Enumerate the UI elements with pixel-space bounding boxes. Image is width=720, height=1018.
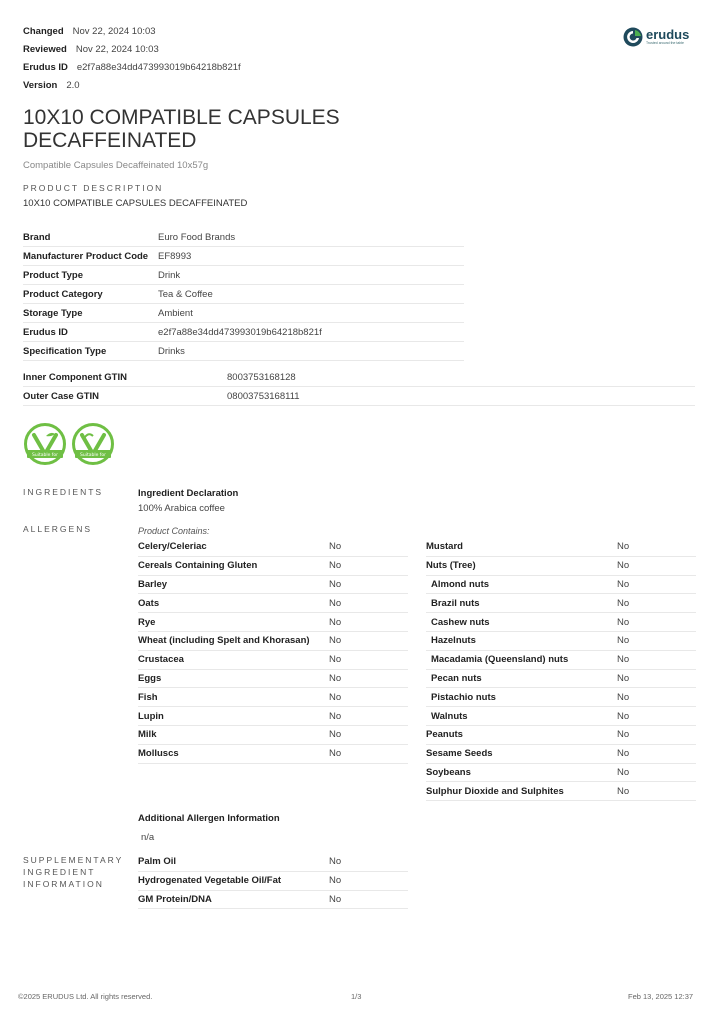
ingredient-declaration-text: 100% Arabica coffee <box>138 503 225 514</box>
gtin-table <box>23 368 695 406</box>
meta-label: Version <box>23 80 58 91</box>
table-row <box>138 688 408 707</box>
gtin-value: 08003753168111 <box>227 390 300 402</box>
specification-table <box>23 228 464 361</box>
allergen-value: No <box>329 729 342 741</box>
vegan-badge-icon <box>72 423 114 465</box>
table-row <box>426 632 696 651</box>
allergen-value: No <box>617 710 630 722</box>
meta-value: e2f7a88e34dd473993019b64218b821f <box>76 62 241 73</box>
meta-changed <box>23 26 241 44</box>
table-row <box>138 632 408 651</box>
table-row <box>138 891 408 910</box>
meta-value: Nov 22, 2024 10:03 <box>72 26 156 37</box>
allergen-name: Cereals Containing Gluten <box>138 560 258 572</box>
table-row <box>23 228 464 247</box>
supplementary-section-label <box>23 854 123 890</box>
table-row <box>426 594 696 613</box>
table-row <box>23 266 464 285</box>
allergen-value: No <box>617 616 630 628</box>
allergen-name: Eggs <box>138 672 162 684</box>
table-row <box>426 538 696 557</box>
table-row <box>138 557 408 576</box>
table-row <box>23 304 464 323</box>
table-row <box>138 745 408 764</box>
allergen-name: Crustacea <box>138 654 184 666</box>
allergen-name: Lupin <box>138 710 164 722</box>
allergen-name: Cashew nuts <box>431 616 490 628</box>
table-row <box>23 323 464 342</box>
allergen-name: Soybeans <box>426 766 471 778</box>
allergen-value: No <box>617 672 630 684</box>
allergen-name: Sesame Seeds <box>426 748 493 760</box>
allergen-value: No <box>329 578 342 590</box>
supplementary-table <box>138 853 408 909</box>
meta-label: Reviewed <box>23 44 67 55</box>
spec-value: Euro Food Brands <box>158 231 236 243</box>
allergen-value: No <box>617 635 630 647</box>
allergen-name: Almond nuts <box>431 578 490 590</box>
spec-key: Manufacturer Product Code <box>23 250 149 262</box>
allergen-name: Oats <box>138 597 160 609</box>
table-row <box>138 670 408 689</box>
gtin-key: Inner Component GTIN <box>23 371 127 383</box>
supplementary-name: Palm Oil <box>138 856 177 868</box>
spec-key: Product Type <box>23 269 83 281</box>
badge-label: Suitable for <box>80 453 106 458</box>
allergen-value: No <box>329 710 342 722</box>
supplementary-value: No <box>329 875 342 887</box>
allergen-value: No <box>329 691 342 703</box>
allergen-value: No <box>329 654 342 666</box>
table-row <box>426 707 696 726</box>
table-row <box>426 557 696 576</box>
footer-date: Feb 13, 2025 12:37 <box>628 992 694 1001</box>
ingredients-section-label: INGREDIENTS <box>23 487 104 497</box>
table-row <box>138 726 408 745</box>
allergen-name: Wheat (including Spelt and Khorasan) <box>138 635 310 647</box>
table-row <box>23 342 464 361</box>
spec-key: Storage Type <box>23 307 83 319</box>
spec-key: Brand <box>23 231 51 243</box>
allergen-name: Macadamia (Queensland) nuts <box>431 654 569 666</box>
logo-wordmark: erudus <box>646 27 690 42</box>
gtin-value: 8003753168128 <box>227 371 296 383</box>
supplementary-label-line: SUPPLEMENTARY <box>23 855 124 865</box>
product-contains-label: Product Contains: <box>138 526 210 536</box>
supplementary-label-line: INGREDIENT <box>23 867 96 877</box>
additional-allergen-text: n/a <box>141 832 155 843</box>
allergen-name: Pecan nuts <box>431 672 482 684</box>
meta-erudus-id <box>23 62 241 80</box>
title-line-2: DECAFFEINATED <box>23 129 197 152</box>
allergen-name: Celery/Celeriac <box>138 541 207 553</box>
footer-copyright: ©2025 ERUDUS Ltd. All rights reserved. <box>18 992 153 1001</box>
allergen-value: No <box>617 748 630 760</box>
additional-allergen-title: Additional Allergen Information <box>138 813 280 824</box>
allergen-value: No <box>329 672 342 684</box>
meta-label: Changed <box>23 26 64 37</box>
allergen-value: No <box>617 766 630 778</box>
erudus-logo-icon <box>623 27 643 47</box>
table-row <box>23 285 464 304</box>
title-line-1: 10X10 COMPATIBLE CAPSULES <box>23 106 340 129</box>
table-row <box>23 247 464 266</box>
meta-value: 2.0 <box>66 80 80 91</box>
allergen-value: No <box>617 597 630 609</box>
supplementary-value: No <box>329 893 342 905</box>
table-row <box>138 613 408 632</box>
supplementary-name: GM Protein/DNA <box>138 893 212 905</box>
page-subtitle: Compatible Capsules Decaffeinated 10x57g <box>23 160 209 171</box>
spec-value: EF8993 <box>158 250 192 262</box>
allergen-name: Walnuts <box>431 710 468 722</box>
meta-label: Erudus ID <box>23 62 68 73</box>
badge-label: Suitable for <box>32 453 58 458</box>
allergen-name: Rye <box>138 616 156 628</box>
dietary-badges <box>24 423 114 465</box>
spec-value: Drinks <box>158 345 185 357</box>
table-row <box>138 651 408 670</box>
table-row <box>426 726 696 745</box>
table-row <box>426 745 696 764</box>
allergen-value: No <box>617 785 630 797</box>
allergen-value: No <box>329 635 342 647</box>
table-row <box>426 576 696 595</box>
table-row <box>138 576 408 595</box>
spec-key: Product Category <box>23 288 103 300</box>
logo-tagline: Trusted around the table <box>646 41 685 45</box>
allergen-name: Brazil nuts <box>431 597 480 609</box>
allergen-name: Barley <box>138 578 168 590</box>
allergen-value: No <box>617 729 630 741</box>
allergen-name: Molluscs <box>138 748 179 760</box>
allergen-name: Fish <box>138 691 158 703</box>
allergen-name: Hazelnuts <box>431 635 476 647</box>
supplementary-name: Hydrogenated Vegetable Oil/Fat <box>138 875 282 887</box>
table-row <box>23 387 695 406</box>
meta-reviewed <box>23 44 241 62</box>
table-row <box>23 368 695 387</box>
allergen-name: Nuts (Tree) <box>426 560 476 572</box>
allergen-table-right <box>426 538 696 801</box>
erudus-logo <box>623 27 689 47</box>
gtin-key: Outer Case GTIN <box>23 390 100 402</box>
table-row <box>138 707 408 726</box>
allergen-value: No <box>329 560 342 572</box>
table-row <box>138 872 408 891</box>
product-description-label: PRODUCT DESCRIPTION <box>23 183 164 193</box>
supplementary-value: No <box>329 856 342 868</box>
allergen-table-left <box>138 538 408 764</box>
allergen-value: No <box>617 560 630 572</box>
allergen-value: No <box>329 597 342 609</box>
table-row <box>426 651 696 670</box>
page-title <box>23 106 340 152</box>
table-row <box>138 853 408 872</box>
allergen-name: Milk <box>138 729 157 741</box>
spec-key: Erudus ID <box>23 326 68 338</box>
table-row <box>426 764 696 783</box>
table-row <box>426 688 696 707</box>
allergens-section-label: ALLERGENS <box>23 524 93 534</box>
spec-value: Ambient <box>158 307 193 319</box>
ingredient-declaration-title: Ingredient Declaration <box>138 488 239 499</box>
vegetarian-badge-icon <box>24 423 66 465</box>
allergen-name: Pistachio nuts <box>431 691 496 703</box>
allergen-value: No <box>617 691 630 703</box>
allergen-value: No <box>617 578 630 590</box>
allergen-name: Mustard <box>426 541 463 553</box>
allergen-name: Peanuts <box>426 729 463 741</box>
allergen-value: No <box>617 654 630 666</box>
meta-value: Nov 22, 2024 10:03 <box>75 44 159 55</box>
allergen-value: No <box>329 616 342 628</box>
table-row <box>426 782 696 801</box>
footer-page-number: 1/3 <box>351 992 362 1001</box>
allergen-value: No <box>617 541 630 553</box>
meta-version <box>23 80 241 98</box>
allergen-value: No <box>329 748 342 760</box>
allergen-name: Sulphur Dioxide and Sulphites <box>426 785 564 797</box>
table-row <box>138 594 408 613</box>
table-row <box>426 613 696 632</box>
supplementary-label-line: INFORMATION <box>23 879 104 889</box>
spec-value: Tea & Coffee <box>158 288 213 300</box>
product-description-value: 10X10 COMPATIBLE CAPSULES DECAFFEINATED <box>23 198 248 209</box>
table-row <box>426 670 696 689</box>
spec-value: Drink <box>158 269 181 281</box>
table-row <box>138 538 408 557</box>
spec-value: e2f7a88e34dd473993019b64218b821f <box>158 326 322 338</box>
document-metadata <box>23 26 241 98</box>
allergen-value: No <box>329 541 342 553</box>
spec-key: Specification Type <box>23 345 107 357</box>
